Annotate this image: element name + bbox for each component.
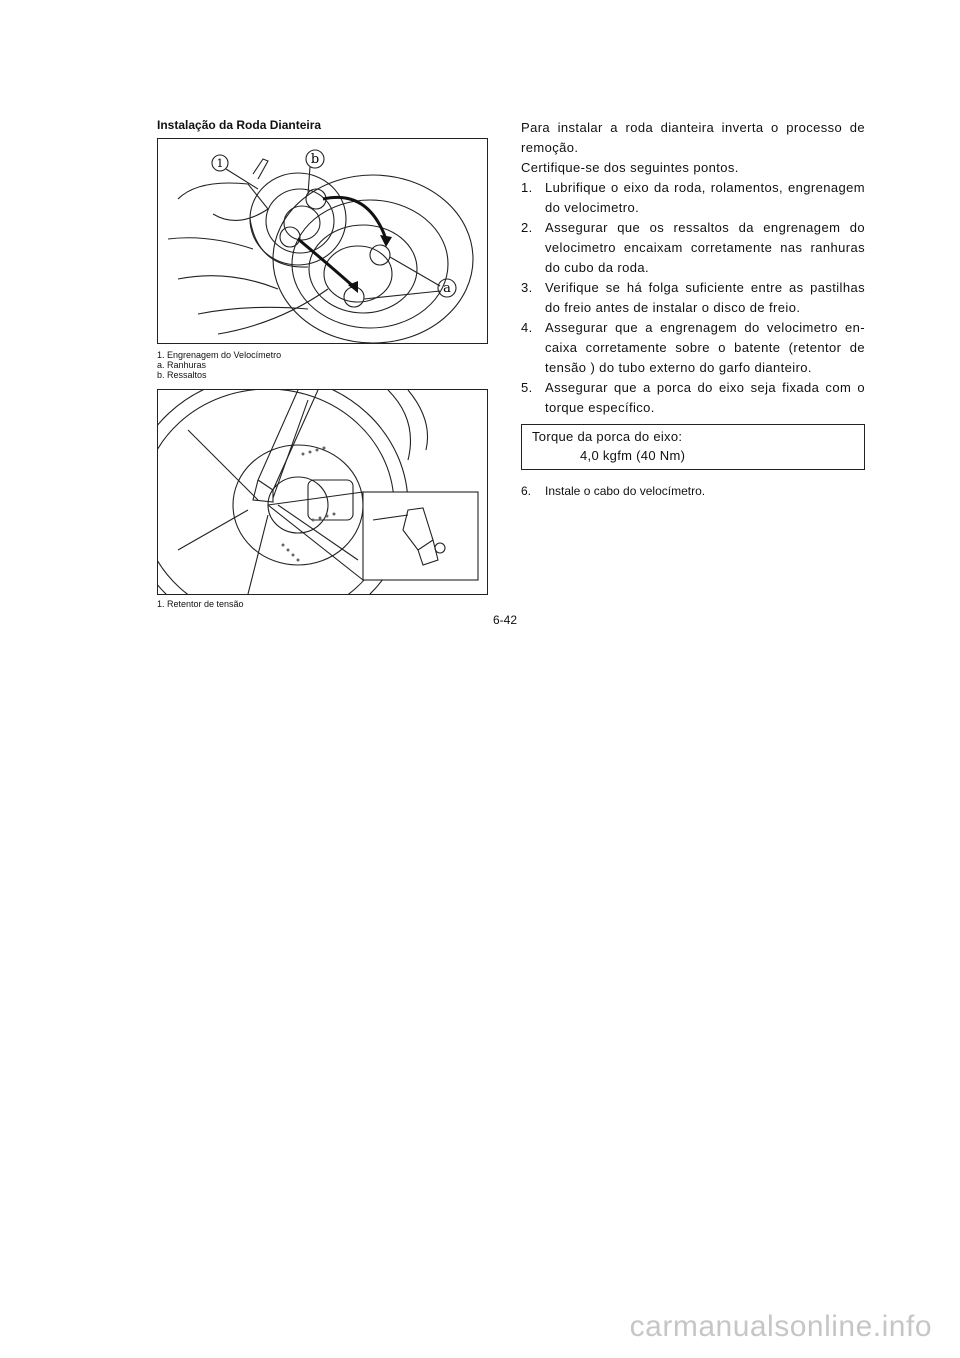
- torque-label: Torque da porca do eixo:: [532, 429, 683, 444]
- step-text: Assegurar que a porca do eixo seja fixada com o torque específico.: [545, 380, 865, 415]
- page-number: 6-42: [493, 613, 518, 627]
- callout-b: b: [310, 152, 320, 167]
- caption-line: 1. Engrenagem do Velocímetro: [157, 350, 282, 360]
- step-number: 6.: [521, 484, 532, 498]
- section-title: Instalação da Roda Dianteira: [157, 118, 322, 132]
- speedometer-gear-illustration: [158, 139, 487, 343]
- figure-speedometer-gear: [157, 138, 488, 344]
- step-number: 2.: [521, 220, 533, 235]
- step-text: Assegurar que os ressaltos da engrenagem do velocimetro encaixam corretamente nas ranhuras do cubo da roda.: [545, 220, 865, 275]
- instructions-text: [521, 118, 865, 418]
- front-wheel-illustration: [158, 390, 487, 594]
- step-number: 3.: [521, 280, 533, 295]
- step-text: Instale o cabo do velocímetro.: [545, 484, 706, 498]
- torque-value: 4,0 kgfm (40 Nm): [580, 448, 686, 463]
- callout-1: 1: [216, 157, 224, 170]
- figure2-caption: [157, 599, 244, 609]
- list-item: [521, 178, 865, 218]
- step-number: 5.: [521, 380, 533, 395]
- list-item: [521, 218, 865, 278]
- step-text: Verifique se há folga suficiente entre as pastilhas do freio antes de instalar o disco de freio.: [545, 280, 865, 315]
- steps-list: [521, 178, 865, 418]
- step-text: Assegurar que a engrenagem do velocimetro en-caixa corretamente sobre o batente (retentor de tensão ) do tubo externo do garfo dianteiro.: [545, 320, 865, 375]
- figure-front-wheel: [157, 389, 488, 595]
- caption-line: a. Ranhuras: [157, 360, 207, 370]
- figure1-caption: [157, 350, 281, 380]
- list-item: [521, 378, 865, 418]
- caption-line: 1. Retentor de tensão: [157, 599, 244, 609]
- step-number: 4.: [521, 320, 533, 335]
- check-paragraph: Certifique-se dos seguintes pontos.: [521, 160, 739, 175]
- torque-spec-box: [521, 424, 865, 470]
- callout-a: a: [443, 281, 451, 296]
- list-item: [521, 278, 865, 318]
- caption-line: b. Ressaltos: [157, 370, 207, 380]
- step-6: [521, 484, 865, 498]
- step-number: 1.: [521, 180, 533, 195]
- intro-paragraph: Para instalar a roda dianteira inverta o processo de remoção.: [521, 120, 865, 155]
- list-item: [521, 318, 865, 378]
- watermark: carmanualsonline.info: [629, 1310, 932, 1343]
- step-text: Lubrifique o eixo da roda, rolamentos, engrenagem do velocimetro.: [545, 180, 865, 215]
